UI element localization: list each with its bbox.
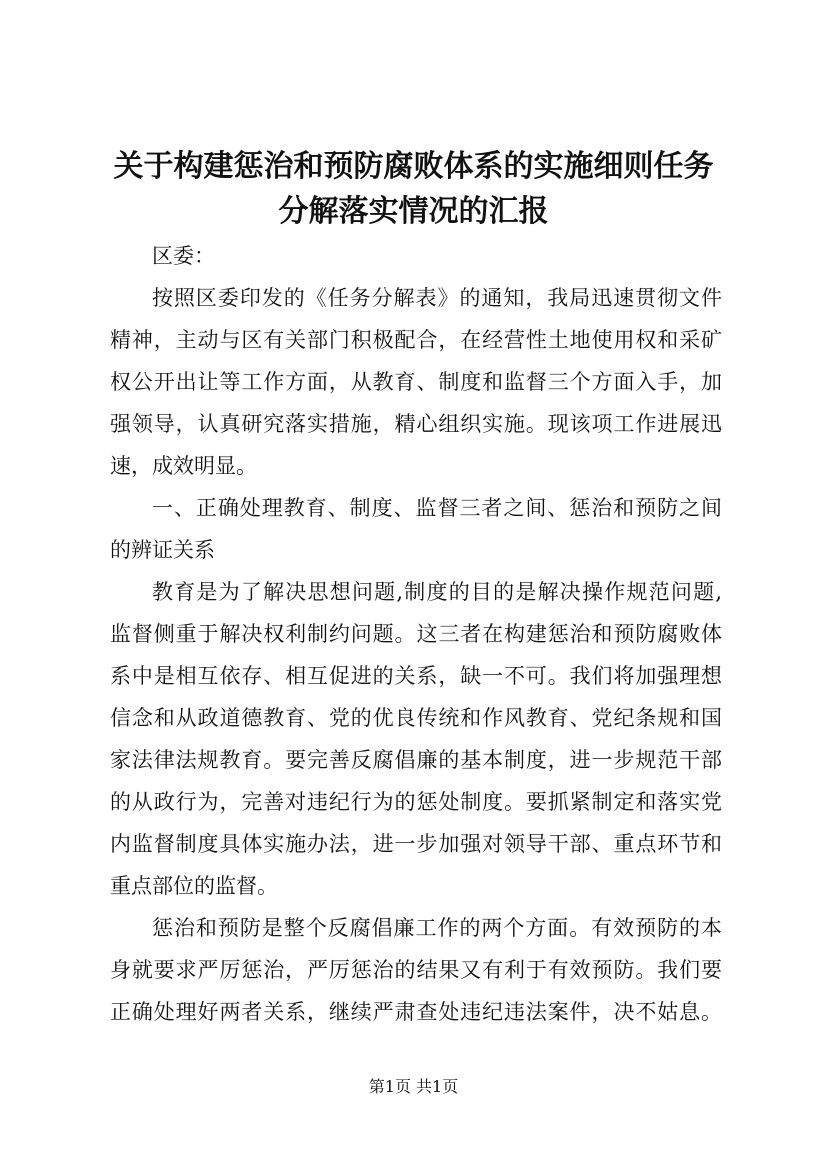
paragraph-1-line: 强领导，认真研究落实措施，精心组织实施。现该项工作进展迅 xyxy=(110,412,722,436)
salutation: 区委： xyxy=(152,244,215,268)
paragraph-1-line: 权公开出让等工作方面，从教育、制度和监督三个方面入手，加 xyxy=(110,370,722,394)
paragraph-3-line: 身就要求严厉惩治，严厉惩治的结果又有利于有效预防。我们要 xyxy=(110,958,722,982)
document-title-line-1: 关于构建惩治和预防腐败体系的实施细则任务 xyxy=(113,149,714,184)
paragraph-2-line: 教育是为了解决思想问题,制度的目的是解决操作规范问题, xyxy=(152,580,722,604)
paragraph-2-line: 系中是相互依存、相互促进的关系，缺一不可。我们将加强理想 xyxy=(110,664,722,688)
paragraph-2-line: 的从政行为，完善对违纪行为的惩处制度。要抓紧制定和落实党 xyxy=(110,790,722,814)
paragraph-2-line: 重点部位的监督。 xyxy=(110,874,278,898)
paragraph-2-line: 内监督制度具体实施办法，进一步加强对领导干部、重点环节和 xyxy=(110,832,722,856)
section-heading-1-line: 一、正确处理教育、制度、监督三者之间、惩治和预防之间 xyxy=(152,496,722,520)
section-heading-1-line: 的辨证关系 xyxy=(110,538,215,562)
paragraph-1-line: 速，成效明显。 xyxy=(110,454,257,478)
paragraph-1-line: 精神，主动与区有关部门积极配合，在经营性土地使用权和采矿 xyxy=(110,328,722,352)
paragraph-1-line: 按照区委印发的《任务分解表》的通知，我局迅速贯彻文件 xyxy=(152,286,722,310)
paragraph-2-line: 监督侧重于解决权利制约问题。这三者在构建惩治和预防腐败体 xyxy=(110,622,722,646)
page-footer: 第1页 共1页 xyxy=(368,1077,459,1096)
paragraph-2-line: 信念和从政道德教育、党的优良传统和作风教育、党纪条规和国 xyxy=(110,706,722,730)
paragraph-3-line: 正确处理好两者关系，继续严肃查处违纪违法案件，决不姑息。 xyxy=(110,1000,722,1024)
document-title-line-2: 分解落实情况的汇报 xyxy=(278,194,549,229)
paragraph-3-line: 惩治和预防是整个反腐倡廉工作的两个方面。有效预防的本 xyxy=(152,916,722,940)
paragraph-2-line: 家法律法规教育。要完善反腐倡廉的基本制度，进一步规范干部 xyxy=(110,748,722,772)
